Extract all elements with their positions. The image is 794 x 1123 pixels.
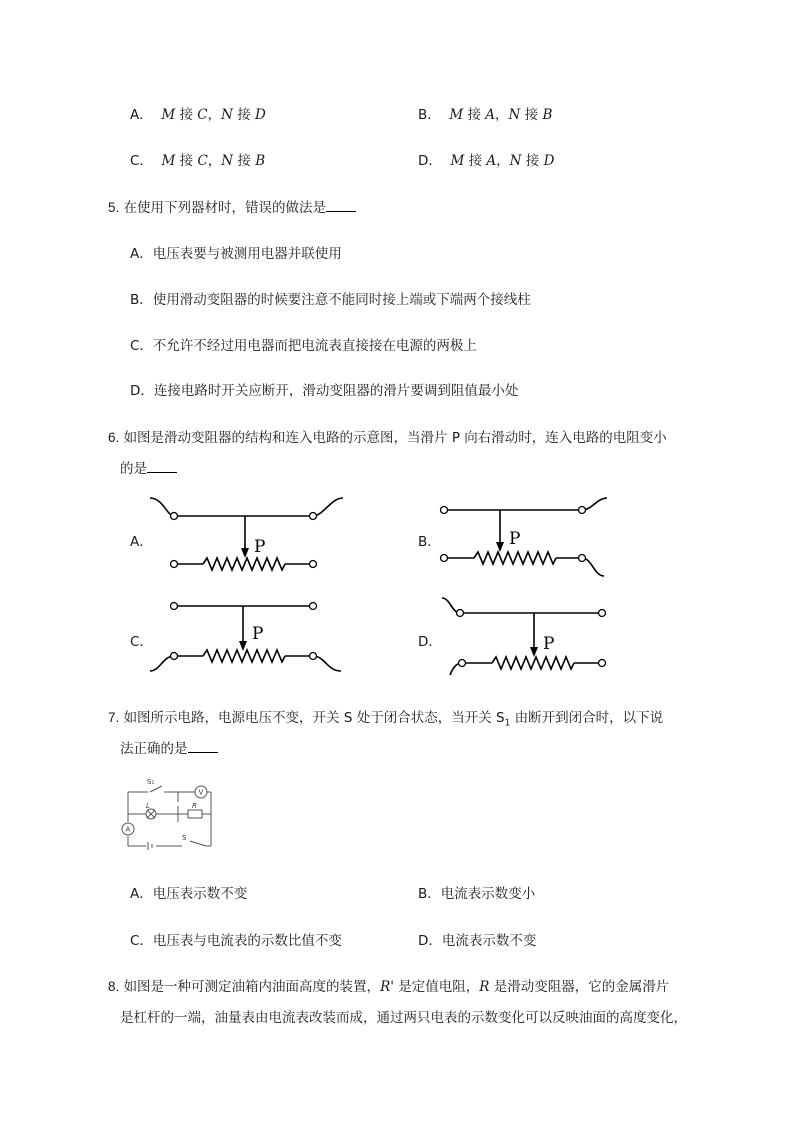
svg-text:P: P	[509, 529, 521, 549]
circuit-l-label: L	[146, 802, 150, 810]
circuit-voltmeter-label: V	[198, 788, 204, 797]
q8-stem-line1: 8. 如图是一种可测定油箱内油面高度的装置，R' 是定值电阻，R 是滑动变阻器，它的金属滑片	[108, 979, 670, 995]
q6-label-b: B．	[418, 534, 441, 550]
q4-option-b: B． M 接 A，N 接 B	[418, 107, 553, 123]
svg-text:P: P	[252, 624, 264, 644]
q7-option-b: B．电流表示数变小	[418, 886, 536, 902]
q8-stem-line2: 是杠杆的一端，油量表由电流表改装而成，通过两只电表的示数变化可以反映油面的高度变化，	[120, 1010, 687, 1026]
circuit-s-label: S	[182, 834, 187, 842]
q7-stem-line2: 法正确的是	[120, 737, 218, 757]
q6-stem-line1: 6. 如图是滑动变阻器的结构和连入电路的示意图，当滑片 P 向右滑动时，连入电路的电阻变小	[108, 430, 667, 446]
q7-option-a: A．电压表示数不变	[130, 886, 248, 902]
q5-option-a: A．电压表要与被测用电器并联使用	[130, 246, 342, 262]
svg-text:P: P	[543, 634, 555, 654]
circuit-r-label: R	[192, 802, 197, 810]
q5-option-d: D．连接电路时开关应断开，滑动变阻器的滑片要调到阻值最小处	[130, 383, 519, 399]
q7-stem-line1: 7. 如图所示电路，电源电压不变，开关 S 处于闭合状态，当开关 $S_1$ 由断开到闭合时，以下说	[108, 710, 664, 729]
q7-option-d: D．电流表示数不变	[418, 933, 537, 949]
q4-option-a: A． M 接 C，N 接 D	[130, 107, 266, 123]
q6-label-c: C．	[130, 634, 153, 650]
rheostat-diagram-c	[145, 595, 355, 680]
q4-option-d: D． M 接 A，N 接 D	[418, 153, 555, 169]
q5-stem: 5. 在使用下列器材时，错误的做法是	[108, 196, 356, 216]
q5-option-b: B．使用滑动变阻器的时候要注意不能同时接上端或下端两个接线柱	[130, 292, 531, 308]
rheostat-diagram-d	[432, 595, 642, 680]
q6-stem-line2: 的是	[120, 457, 177, 477]
circuit-s1-label: S₁	[147, 778, 155, 786]
rheostat-diagram-b	[432, 490, 642, 580]
q6-label-d: D．	[418, 634, 442, 650]
q6-label-a: A．	[130, 534, 153, 550]
q7-circuit-diagram	[118, 774, 218, 854]
circuit-ammeter-label: A	[125, 825, 131, 834]
rheostat-diagram-a	[145, 490, 355, 580]
slider-p-label: P	[254, 537, 266, 557]
q5-option-c: C．不允许不经过用电器而把电流表直接接在电源的两极上	[130, 338, 477, 354]
q7-option-c: C．电压表与电流表的示数比值不变	[130, 933, 342, 949]
q4-option-c: C． M 接 C，N 接 B	[130, 153, 266, 169]
